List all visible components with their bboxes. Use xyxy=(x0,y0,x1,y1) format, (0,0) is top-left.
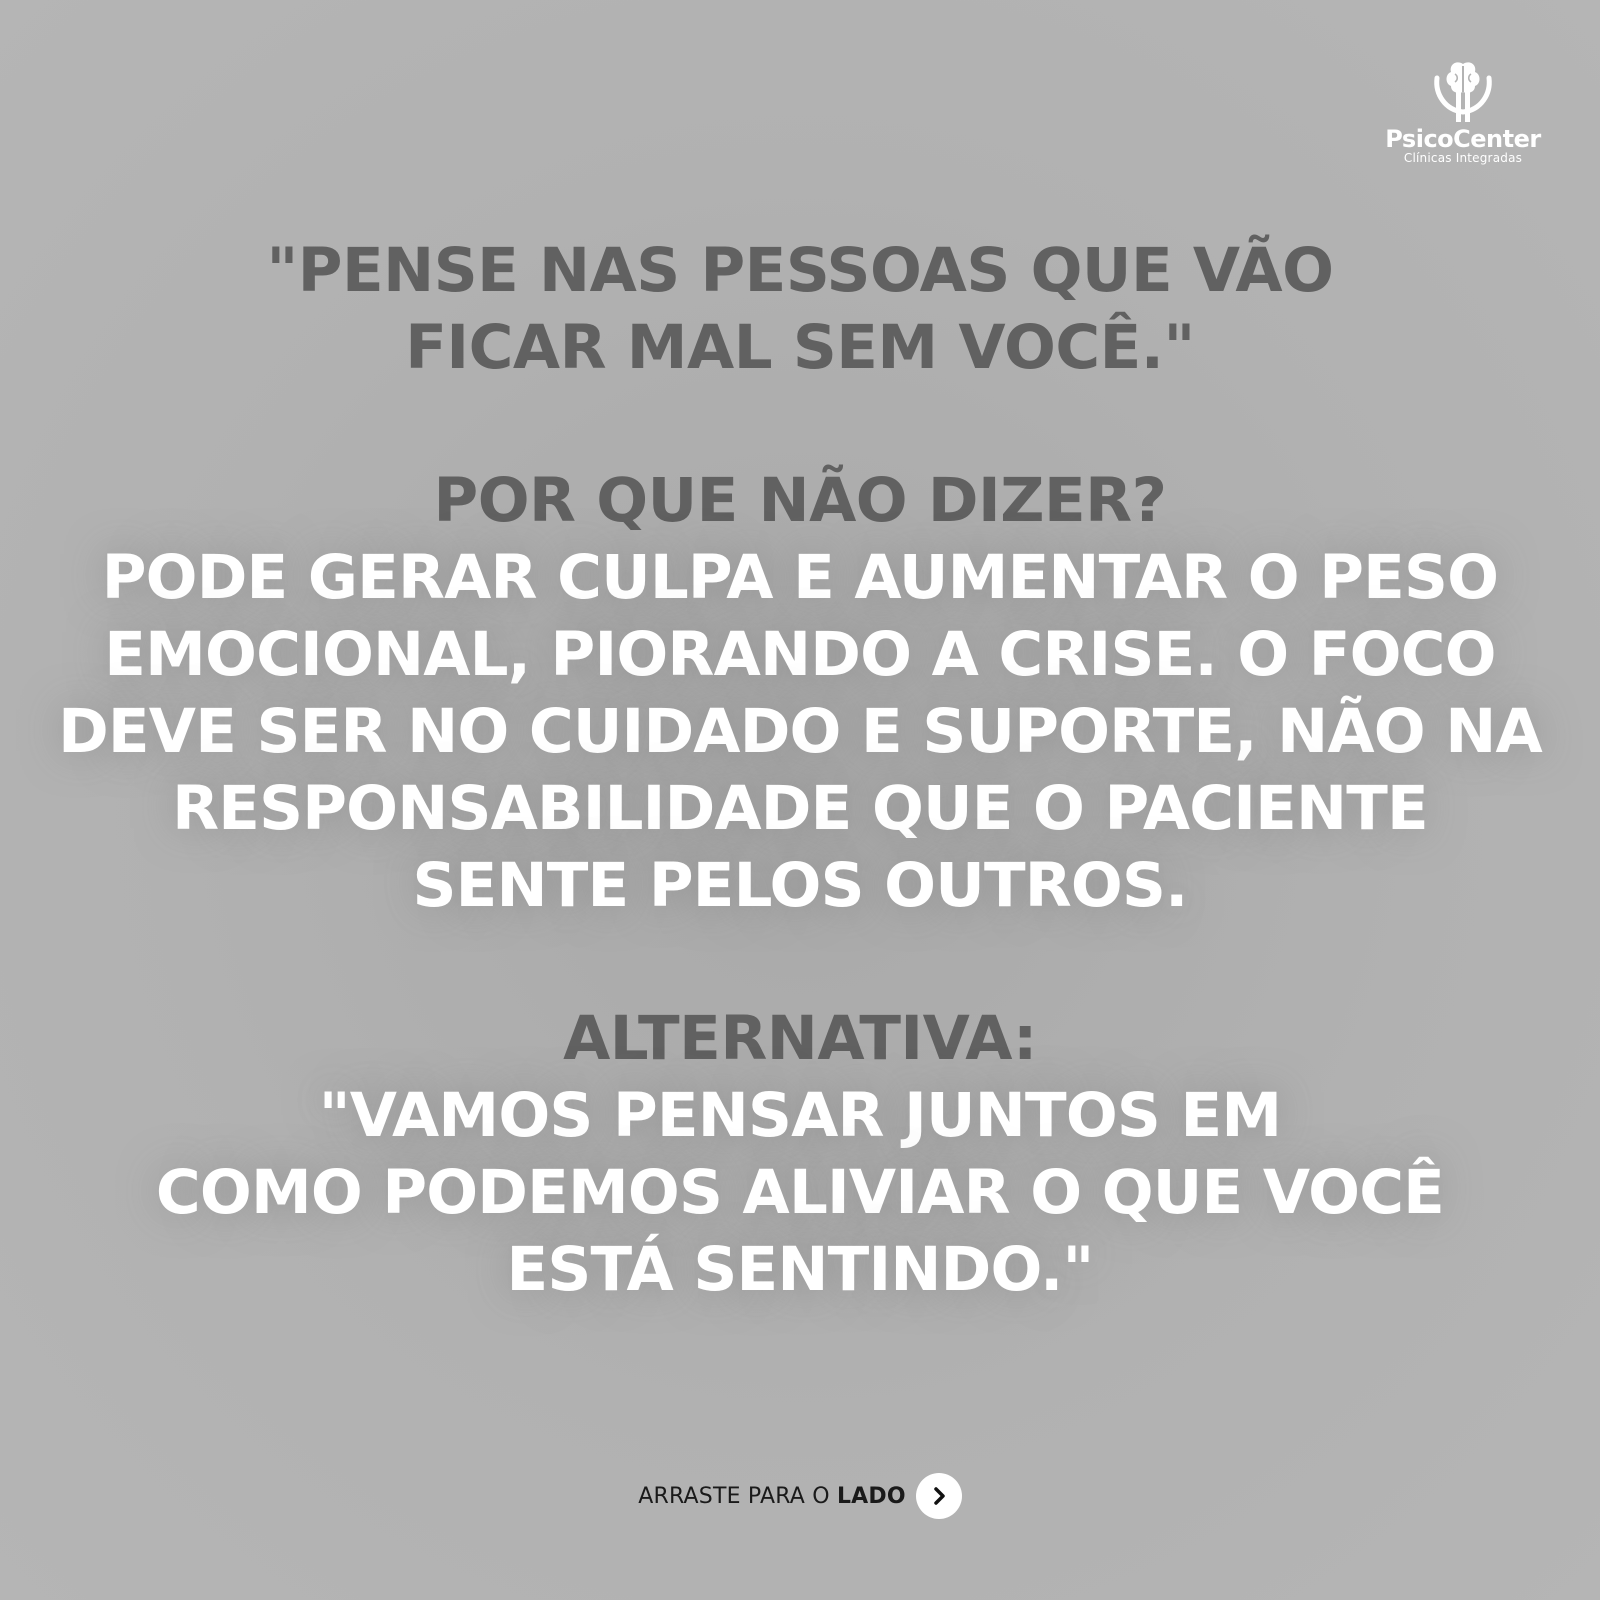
chevron-right-icon xyxy=(928,1485,950,1507)
alternative-line: ESTÁ SENTINDO." xyxy=(506,1234,1094,1305)
brain-hands-icon xyxy=(1431,58,1495,124)
why-line: RESPONSABILIDADE QUE O PACIENTE xyxy=(172,773,1428,844)
swipe-hint xyxy=(0,1473,1600,1519)
quote-heading xyxy=(40,232,1560,386)
next-button[interactable] xyxy=(916,1473,962,1519)
alternative-body xyxy=(40,1077,1560,1308)
alternative-title: ALTERNATIVA: xyxy=(563,1003,1037,1074)
why-line: SENTE PELOS OUTROS. xyxy=(412,850,1188,921)
quote-line: FICAR MAL SEM VOCÊ." xyxy=(405,312,1195,383)
why-line: DEVE SER NO CUIDADO E SUPORTE, NÃO NA xyxy=(58,696,1542,767)
alternative-line: "VAMOS PENSAR JUNTOS EM xyxy=(318,1080,1282,1151)
why-line: PODE GERAR CULPA E AUMENTAR O PESO xyxy=(101,542,1499,613)
swipe-hint-inner[interactable] xyxy=(638,1473,962,1519)
why-line: EMOCIONAL, PIORANDO A CRISE. O FOCO xyxy=(104,619,1496,690)
brand-name: PsicoCenter xyxy=(1385,125,1541,153)
swipe-label-strong: LADO xyxy=(836,1483,906,1509)
brand-tagline: Clínicas Integradas xyxy=(1403,151,1523,165)
alternative-line: COMO PODEMOS ALIVIAR O QUE VOCÊ xyxy=(155,1157,1445,1228)
why-body xyxy=(40,539,1560,924)
swipe-text xyxy=(638,1484,906,1509)
why-title: POR QUE NÃO DIZER? xyxy=(433,465,1167,536)
quote-line: "PENSE NAS PESSOAS QUE VÃO xyxy=(266,235,1334,306)
swipe-label: ARRASTE PARA O xyxy=(638,1483,830,1509)
brand-logo xyxy=(1378,58,1548,165)
